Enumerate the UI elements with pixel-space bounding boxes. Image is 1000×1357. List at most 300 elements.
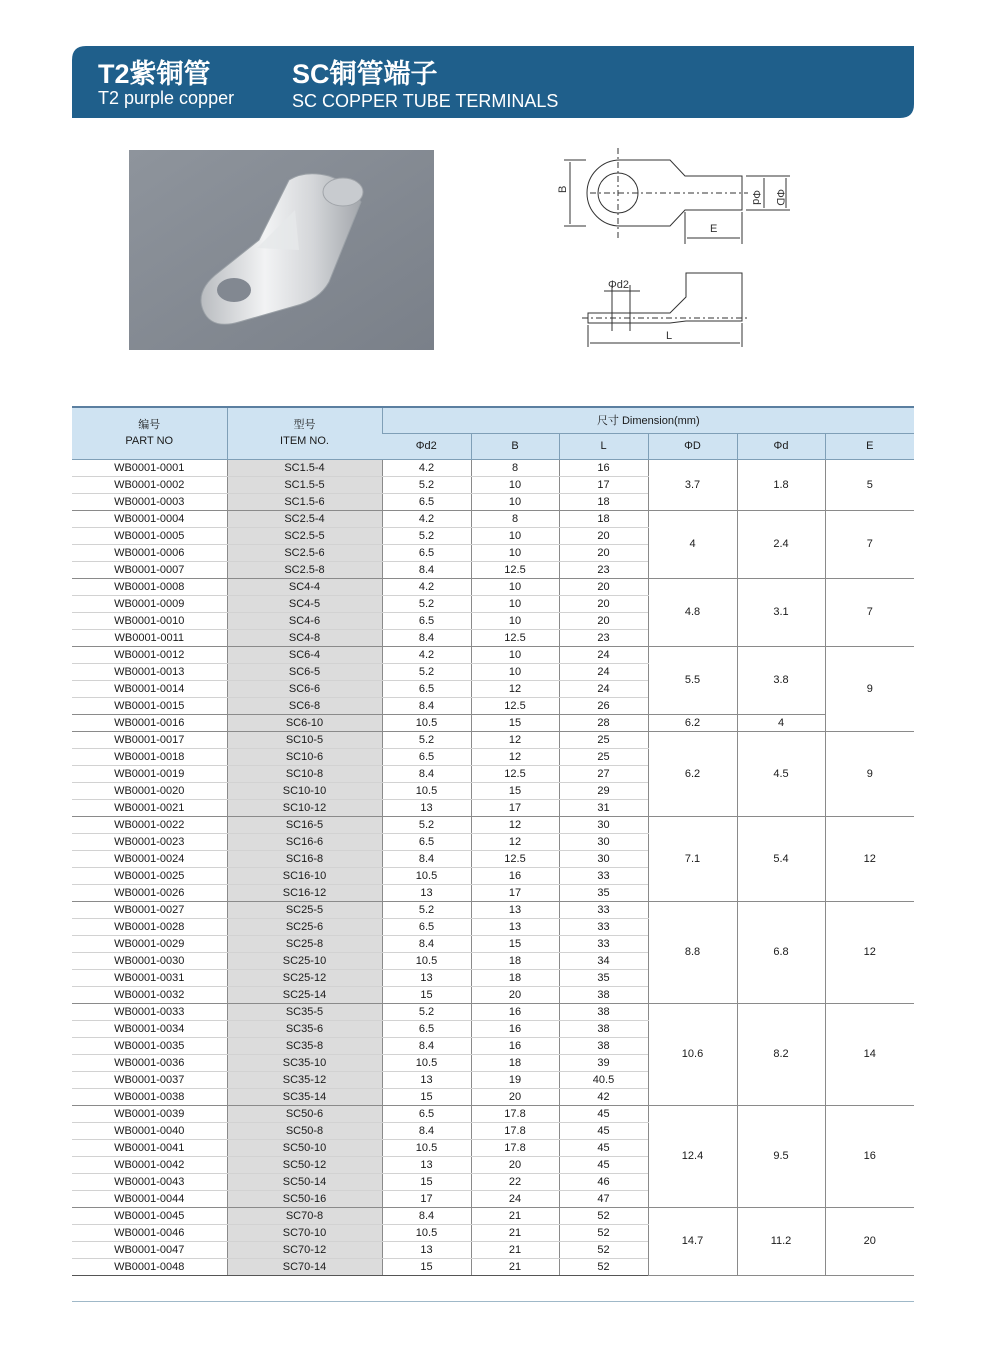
dim-label-L: L — [666, 330, 673, 342]
cell-d2: 4.2 — [382, 459, 471, 476]
cell-l: 20 — [559, 527, 648, 544]
cell-d2: 5.2 — [382, 816, 471, 833]
cell-l: 33 — [559, 935, 648, 952]
cell-l: 18 — [559, 510, 648, 527]
cell-d2: 5.2 — [382, 1003, 471, 1020]
cell-l: 27 — [559, 765, 648, 782]
cell-d2: 5.2 — [382, 595, 471, 612]
header-d2: Φd2 — [382, 433, 471, 459]
cell-item-no: SC35-10 — [227, 1054, 382, 1071]
cell-b: 12 — [471, 748, 559, 765]
cell-d2: 10.5 — [382, 1139, 471, 1156]
cell-part-no: WB0001-0026 — [72, 884, 227, 901]
cell-l: 23 — [559, 561, 648, 578]
cell-item-no: SC1.5-5 — [227, 476, 382, 493]
cell-e: 14 — [825, 1003, 914, 1105]
cell-l: 38 — [559, 1020, 648, 1037]
cell-b: 16 — [471, 1037, 559, 1054]
cell-b: 24 — [471, 1190, 559, 1207]
product-photo — [129, 150, 434, 350]
header-dimension: 尺寸 Dimension(mm) — [382, 407, 914, 433]
table-row — [72, 646, 914, 663]
cell-d2: 5.2 — [382, 663, 471, 680]
cell-item-no: SC1.5-4 — [227, 459, 382, 476]
cell-item-no: SC25-5 — [227, 901, 382, 918]
cell-item-no: SC10-6 — [227, 748, 382, 765]
cell-d2: 8.4 — [382, 1207, 471, 1224]
cell-item-no: SC50-10 — [227, 1139, 382, 1156]
cell-b: 21 — [471, 1224, 559, 1241]
cell-item-no: SC4-6 — [227, 612, 382, 629]
cell-l: 52 — [559, 1241, 648, 1258]
cell-l: 30 — [559, 833, 648, 850]
cell-d2: 13 — [382, 1156, 471, 1173]
cell-outer-diameter: 8.8 — [648, 901, 737, 1003]
dim-label-d2: Φd2 — [608, 279, 630, 291]
cell-b: 17 — [471, 884, 559, 901]
cell-b: 22 — [471, 1173, 559, 1190]
cell-part-no: WB0001-0028 — [72, 918, 227, 935]
cell-item-no: SC70-10 — [227, 1224, 382, 1241]
dim-label-B: B — [557, 185, 569, 193]
cell-item-no: SC35-14 — [227, 1088, 382, 1105]
cell-d2: 6.5 — [382, 1020, 471, 1037]
cell-l: 24 — [559, 680, 648, 697]
cell-item-no: SC6-8 — [227, 697, 382, 714]
cell-part-no: WB0001-0034 — [72, 1020, 227, 1037]
cell-part-no: WB0001-0042 — [72, 1156, 227, 1173]
cell-e: 12 — [825, 816, 914, 901]
table-row — [72, 714, 914, 731]
cell-item-no: SC25-6 — [227, 918, 382, 935]
cell-item-no: SC35-8 — [227, 1037, 382, 1054]
cell-d2: 8.4 — [382, 765, 471, 782]
cell-item-no: SC1.5-6 — [227, 493, 382, 510]
cell-outer-diameter: 5.5 — [648, 646, 737, 714]
cell-l: 20 — [559, 544, 648, 561]
cell-part-no: WB0001-0015 — [72, 697, 227, 714]
cell-b: 16 — [471, 867, 559, 884]
cell-b: 12.5 — [471, 629, 559, 646]
cell-b: 16 — [471, 1003, 559, 1020]
table-row — [72, 578, 914, 595]
cell-l: 30 — [559, 850, 648, 867]
cell-inner-diameter: 5.4 — [737, 816, 825, 901]
cell-b: 12.5 — [471, 850, 559, 867]
cell-item-no: SC6-4 — [227, 646, 382, 663]
cell-d2: 5.2 — [382, 527, 471, 544]
cell-b: 17.8 — [471, 1105, 559, 1122]
cell-d2: 6.5 — [382, 833, 471, 850]
cell-item-no: SC70-8 — [227, 1207, 382, 1224]
cell-b: 12 — [471, 833, 559, 850]
cell-part-no: WB0001-0006 — [72, 544, 227, 561]
cell-part-no: WB0001-0008 — [72, 578, 227, 595]
cell-d2: 6.5 — [382, 544, 471, 561]
cell-part-no: WB0001-0041 — [72, 1139, 227, 1156]
footer-divider — [72, 1301, 914, 1302]
cell-d2: 5.2 — [382, 901, 471, 918]
cell-b: 12.5 — [471, 765, 559, 782]
cell-b: 10 — [471, 544, 559, 561]
table-row — [72, 1207, 914, 1224]
cell-b: 8 — [471, 510, 559, 527]
cell-l: 20 — [559, 578, 648, 595]
terminal-side-view-drawing — [580, 265, 760, 355]
cell-e: 9 — [825, 731, 914, 816]
header-item-no-cn: 型号 — [293, 419, 316, 432]
cell-item-no: SC35-5 — [227, 1003, 382, 1020]
cell-item-no: SC4-5 — [227, 595, 382, 612]
cell-b: 12.5 — [471, 561, 559, 578]
cell-item-no: SC50-16 — [227, 1190, 382, 1207]
cell-b: 13 — [471, 901, 559, 918]
table-row — [72, 1003, 914, 1020]
cell-inner-diameter: 2.4 — [737, 510, 825, 578]
cell-d2: 10.5 — [382, 714, 471, 731]
cell-b: 13 — [471, 918, 559, 935]
cell-b: 21 — [471, 1241, 559, 1258]
table-row — [72, 816, 914, 833]
cell-l: 24 — [559, 663, 648, 680]
cell-part-no: WB0001-0019 — [72, 765, 227, 782]
cell-part-no: WB0001-0047 — [72, 1241, 227, 1258]
dim-label-D: ΦD — [774, 189, 786, 206]
cell-outer-diameter: 6.2 — [648, 731, 737, 816]
cell-b: 21 — [471, 1258, 559, 1275]
table-row — [72, 901, 914, 918]
cell-l: 30 — [559, 816, 648, 833]
cell-inner-diameter: 11.2 — [737, 1207, 825, 1275]
cell-item-no: SC6-10 — [227, 714, 382, 731]
cell-d2: 8.4 — [382, 561, 471, 578]
cell-item-no: SC50-8 — [227, 1122, 382, 1139]
spec-table — [72, 406, 914, 1276]
cell-l: 52 — [559, 1258, 648, 1275]
cell-e: 12 — [825, 901, 914, 1003]
cell-item-no: SC16-6 — [227, 833, 382, 850]
cell-item-no: SC35-12 — [227, 1071, 382, 1088]
cell-d2: 8.4 — [382, 935, 471, 952]
cell-d2: 10.5 — [382, 782, 471, 799]
cell-item-no: SC70-14 — [227, 1258, 382, 1275]
table-row — [72, 731, 914, 748]
dim-label-d: Φd — [750, 190, 762, 205]
cell-part-no: WB0001-0009 — [72, 595, 227, 612]
cell-part-no: WB0001-0011 — [72, 629, 227, 646]
cell-l: 24 — [559, 646, 648, 663]
cell-item-no: SC16-12 — [227, 884, 382, 901]
cell-l: 34 — [559, 952, 648, 969]
cell-d2: 10.5 — [382, 1054, 471, 1071]
cell-item-no: SC10-5 — [227, 731, 382, 748]
header-part-no-en: PART NO — [125, 435, 174, 448]
cell-l: 35 — [559, 969, 648, 986]
cell-item-no: SC2.5-8 — [227, 561, 382, 578]
cell-l: 23 — [559, 629, 648, 646]
cell-item-no: SC4-4 — [227, 578, 382, 595]
cell-b: 10 — [471, 527, 559, 544]
cell-outer-diameter: 4 — [648, 510, 737, 578]
cell-part-no: WB0001-0021 — [72, 799, 227, 816]
cell-part-no: WB0001-0017 — [72, 731, 227, 748]
cell-part-no: WB0001-0031 — [72, 969, 227, 986]
cell-e: 16 — [825, 1105, 914, 1207]
cell-l: 38 — [559, 1003, 648, 1020]
cell-d2: 13 — [382, 1071, 471, 1088]
cell-b: 15 — [471, 782, 559, 799]
cell-d2: 15 — [382, 1173, 471, 1190]
cell-b: 12 — [471, 680, 559, 697]
cell-l: 42 — [559, 1088, 648, 1105]
cell-b: 20 — [471, 1156, 559, 1173]
subtitle-english: SC COPPER TUBE TERMINALS — [292, 91, 559, 111]
subtitle-chinese: SC铜管端子 — [292, 59, 438, 89]
cell-d2: 4.2 — [382, 578, 471, 595]
header-item-no — [227, 407, 382, 459]
cell-b: 21 — [471, 1207, 559, 1224]
cell-l: 46 — [559, 1173, 648, 1190]
cell-e: 5 — [825, 459, 914, 510]
cell-d2: 4.2 — [382, 646, 471, 663]
cell-part-no: WB0001-0048 — [72, 1258, 227, 1275]
cell-part-no: WB0001-0046 — [72, 1224, 227, 1241]
cell-b: 15 — [471, 714, 559, 731]
cell-b: 18 — [471, 969, 559, 986]
cell-l: 40.5 — [559, 1071, 648, 1088]
cell-b: 10 — [471, 663, 559, 680]
cell-l: 16 — [559, 459, 648, 476]
cell-item-no: SC10-8 — [227, 765, 382, 782]
header-E: E — [825, 433, 914, 459]
header-part-no-cn: 编号 — [138, 419, 161, 432]
cell-d2: 8.4 — [382, 1037, 471, 1054]
cell-part-no: WB0001-0040 — [72, 1122, 227, 1139]
table-row — [72, 510, 914, 527]
table-row — [72, 1105, 914, 1122]
cell-d2: 15 — [382, 1088, 471, 1105]
cell-b: 16 — [471, 1020, 559, 1037]
cell-d2: 6.5 — [382, 612, 471, 629]
cell-b: 20 — [471, 1088, 559, 1105]
cell-item-no: SC6-6 — [227, 680, 382, 697]
cell-b: 10 — [471, 578, 559, 595]
cell-b: 10 — [471, 476, 559, 493]
title-english: T2 purple copper — [98, 88, 235, 108]
cell-inner-diameter: 3.1 — [737, 578, 825, 646]
cell-b: 12 — [471, 816, 559, 833]
cell-b: 17.8 — [471, 1139, 559, 1156]
cell-inner-diameter: 3.8 — [737, 646, 825, 714]
cell-d2: 8.4 — [382, 629, 471, 646]
terminal-top-view-drawing — [550, 140, 810, 250]
cell-l: 39 — [559, 1054, 648, 1071]
cell-part-no: WB0001-0044 — [72, 1190, 227, 1207]
cell-part-no: WB0001-0013 — [72, 663, 227, 680]
header-L: L — [559, 433, 648, 459]
cell-d2: 10.5 — [382, 952, 471, 969]
cell-b: 15 — [471, 935, 559, 952]
cell-d2: 13 — [382, 799, 471, 816]
cell-l: 38 — [559, 986, 648, 1003]
cell-d2: 15 — [382, 986, 471, 1003]
cell-d2: 8.4 — [382, 850, 471, 867]
cell-l: 45 — [559, 1156, 648, 1173]
cell-d2: 6.5 — [382, 918, 471, 935]
cell-d2: 5.2 — [382, 476, 471, 493]
cell-d2: 6.5 — [382, 493, 471, 510]
cell-part-no: WB0001-0029 — [72, 935, 227, 952]
cell-item-no: SC50-6 — [227, 1105, 382, 1122]
cell-d2: 15 — [382, 1258, 471, 1275]
table-row — [72, 459, 914, 476]
cell-e: 7 — [825, 510, 914, 578]
cell-part-no: WB0001-0022 — [72, 816, 227, 833]
cell-b: 19 — [471, 1071, 559, 1088]
cell-l: 31 — [559, 799, 648, 816]
cell-inner-diameter: 6.8 — [737, 901, 825, 1003]
cell-d2: 4.2 — [382, 510, 471, 527]
cell-b: 12.5 — [471, 697, 559, 714]
cell-d2: 6.5 — [382, 680, 471, 697]
cell-part-no: WB0001-0025 — [72, 867, 227, 884]
cell-item-no: SC2.5-4 — [227, 510, 382, 527]
spec-table-body — [72, 459, 914, 1275]
cell-item-no: SC4-8 — [227, 629, 382, 646]
cell-part-no: WB0001-0020 — [72, 782, 227, 799]
cell-part-no: WB0001-0036 — [72, 1054, 227, 1071]
cell-l: 47 — [559, 1190, 648, 1207]
cell-b: 17 — [471, 799, 559, 816]
cell-part-no: WB0001-0018 — [72, 748, 227, 765]
cell-item-no: SC16-10 — [227, 867, 382, 884]
title-chinese: T2紫铜管 — [98, 59, 211, 89]
cell-part-no: WB0001-0033 — [72, 1003, 227, 1020]
cell-part-no: WB0001-0012 — [72, 646, 227, 663]
cell-l: 45 — [559, 1105, 648, 1122]
cell-l: 20 — [559, 595, 648, 612]
cell-d2: 8.4 — [382, 697, 471, 714]
cell-part-no: WB0001-0032 — [72, 986, 227, 1003]
cell-item-no: SC25-10 — [227, 952, 382, 969]
cell-b: 10 — [471, 612, 559, 629]
cell-part-no: WB0001-0002 — [72, 476, 227, 493]
header-D: ΦD — [648, 433, 737, 459]
cell-outer-diameter: 12.4 — [648, 1105, 737, 1207]
header-part-no — [72, 407, 227, 459]
cell-b: 12 — [471, 731, 559, 748]
cell-part-no: WB0001-0024 — [72, 850, 227, 867]
cell-b: 20 — [471, 986, 559, 1003]
cell-b: 10 — [471, 493, 559, 510]
cell-l: 52 — [559, 1207, 648, 1224]
cell-l: 38 — [559, 1037, 648, 1054]
cell-d2: 10.5 — [382, 1224, 471, 1241]
cell-l: 45 — [559, 1122, 648, 1139]
cell-l: 52 — [559, 1224, 648, 1241]
cell-item-no: SC25-14 — [227, 986, 382, 1003]
cell-l: 17 — [559, 476, 648, 493]
cell-part-no: WB0001-0035 — [72, 1037, 227, 1054]
cell-item-no: SC10-10 — [227, 782, 382, 799]
cell-outer-diameter: 10.6 — [648, 1003, 737, 1105]
cell-b: 18 — [471, 952, 559, 969]
header-B: B — [471, 433, 559, 459]
dim-label-E: E — [710, 223, 718, 235]
cell-inner-diameter: 4 — [737, 714, 825, 731]
cell-part-no: WB0001-0010 — [72, 612, 227, 629]
cell-d2: 13 — [382, 1241, 471, 1258]
cell-l: 25 — [559, 748, 648, 765]
cell-part-no: WB0001-0039 — [72, 1105, 227, 1122]
cell-inner-diameter: 8.2 — [737, 1003, 825, 1105]
cell-part-no: WB0001-0045 — [72, 1207, 227, 1224]
cell-d2: 17 — [382, 1190, 471, 1207]
cell-part-no: WB0001-0007 — [72, 561, 227, 578]
cell-item-no: SC50-12 — [227, 1156, 382, 1173]
cell-part-no: WB0001-0023 — [72, 833, 227, 850]
cell-b: 17.8 — [471, 1122, 559, 1139]
cell-part-no: WB0001-0038 — [72, 1088, 227, 1105]
cell-l: 35 — [559, 884, 648, 901]
cell-part-no: WB0001-0003 — [72, 493, 227, 510]
cell-outer-diameter: 3.7 — [648, 459, 737, 510]
cell-d2: 13 — [382, 884, 471, 901]
cell-outer-diameter: 6.2 — [648, 714, 737, 731]
cell-d2: 8.4 — [382, 1122, 471, 1139]
cell-part-no: WB0001-0016 — [72, 714, 227, 731]
cell-b: 10 — [471, 646, 559, 663]
cell-l: 29 — [559, 782, 648, 799]
cell-item-no: SC2.5-5 — [227, 527, 382, 544]
cell-item-no: SC2.5-6 — [227, 544, 382, 561]
cell-d2: 10.5 — [382, 867, 471, 884]
cell-l: 33 — [559, 867, 648, 884]
cell-e: 7 — [825, 578, 914, 646]
cell-item-no: SC16-8 — [227, 850, 382, 867]
cell-part-no: WB0001-0001 — [72, 459, 227, 476]
cell-d2: 6.5 — [382, 748, 471, 765]
cell-item-no: SC50-14 — [227, 1173, 382, 1190]
cell-part-no: WB0001-0030 — [72, 952, 227, 969]
cell-item-no: SC16-5 — [227, 816, 382, 833]
cell-item-no: SC25-8 — [227, 935, 382, 952]
cell-part-no: WB0001-0037 — [72, 1071, 227, 1088]
cell-d2: 5.2 — [382, 731, 471, 748]
cell-inner-diameter: 4.5 — [737, 731, 825, 816]
cell-part-no: WB0001-0004 — [72, 510, 227, 527]
cell-d2: 6.5 — [382, 1105, 471, 1122]
cell-item-no: SC35-6 — [227, 1020, 382, 1037]
cell-b: 8 — [471, 459, 559, 476]
cell-item-no: SC70-12 — [227, 1241, 382, 1258]
cell-l: 18 — [559, 493, 648, 510]
cell-l: 25 — [559, 731, 648, 748]
header-d: Φd — [737, 433, 825, 459]
header-item-no-en: ITEM NO. — [280, 435, 329, 448]
cell-part-no: WB0001-0014 — [72, 680, 227, 697]
cell-part-no: WB0001-0005 — [72, 527, 227, 544]
cell-item-no: SC6-5 — [227, 663, 382, 680]
cell-inner-diameter: 9.5 — [737, 1105, 825, 1207]
cell-l: 20 — [559, 612, 648, 629]
cell-b: 10 — [471, 595, 559, 612]
cell-e: 20 — [825, 1207, 914, 1275]
cell-item-no: SC25-12 — [227, 969, 382, 986]
cell-outer-diameter: 7.1 — [648, 816, 737, 901]
cell-inner-diameter: 1.8 — [737, 459, 825, 510]
cell-outer-diameter: 14.7 — [648, 1207, 737, 1275]
